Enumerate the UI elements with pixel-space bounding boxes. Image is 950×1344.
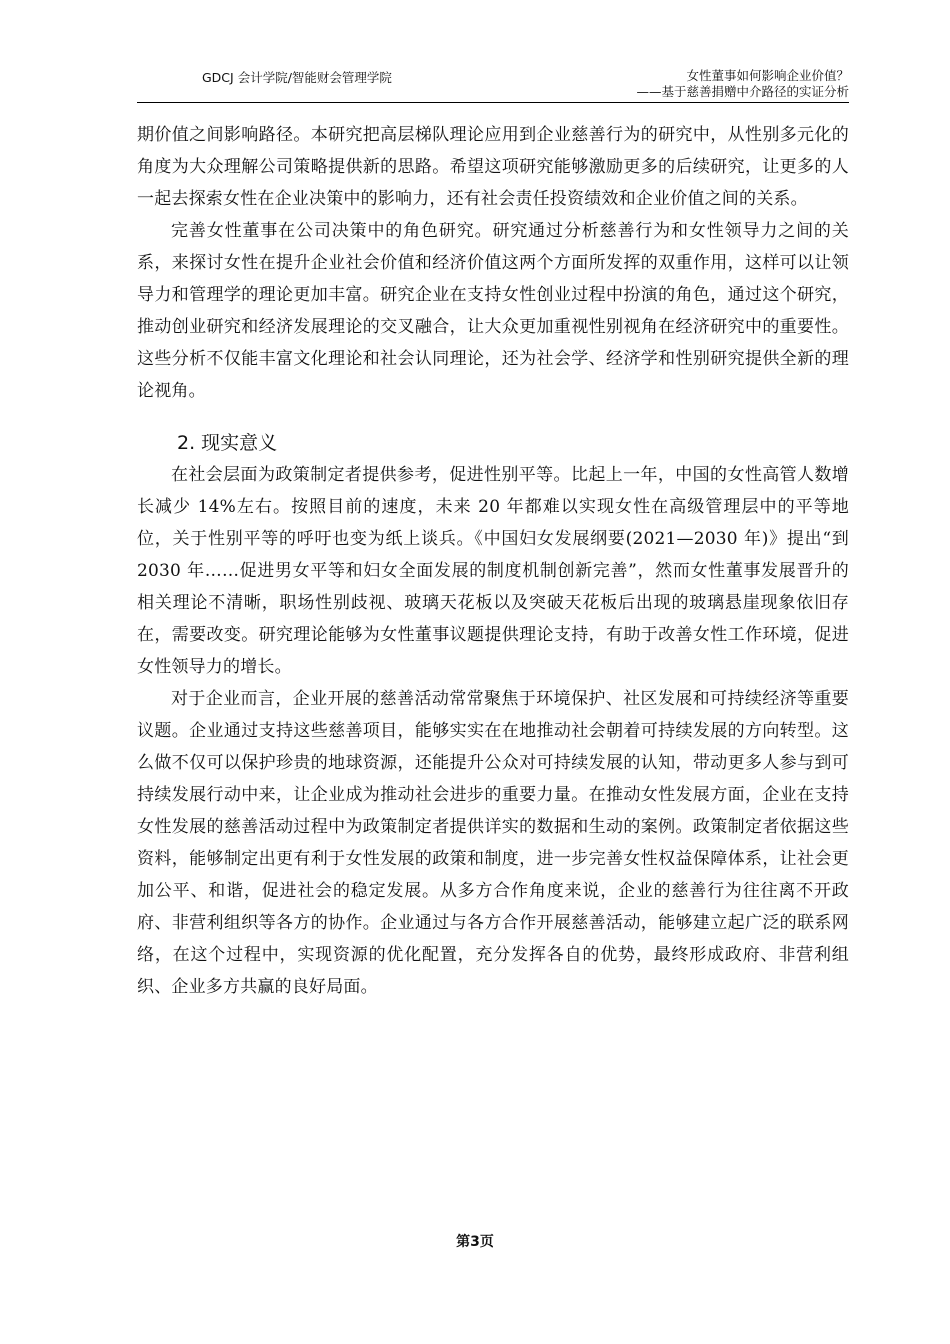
paragraph: 在社会层面为政策制定者提供参考，促进性别平等。比起上一年，中国的女性高管人数增长减少 14%左右。按照目前的速度，未来 20 年都难以实现女性在高级管理层中的平等地位，关于性别平等的呼吁也变为纸上谈兵。《中国妇女发展纲要(2021—2030 年)》提出“到 2030 年……促进男女平等和妇女全面发展的制度机制创新完善”，然而女性董事发展晋升的相关理论不清晰，职场性别歧视、玻璃天花板以及突破天花板后出现的玻璃悬崖现象依旧存在，需要改变。研究理论能够为女性董事议题提供理论支持，有助于改善女性工作环境，促进女性领导力的增长。 bbox=[137, 465, 849, 677]
header-title-line1: 女性董事如何影响企业价值？ bbox=[686, 68, 849, 83]
page-number: 第3页 bbox=[456, 1234, 494, 1250]
paragraph: 对于企业而言，企业开展的慈善活动常常聚焦于环境保护、社区发展和可持续经济等重要议题。企业通过支持这些慈善项目，能够实实在在地推动社会朝着可持续发展的方向转型。这么做不仅可以保护珍贵的地球资源，还能提升公众对可持续发展的认知，带动更多人参与到可持续发展行动中来，让企业成为推动社会进步的重要力量。在推动女性发展方面，企业在支持女性发展的慈善活动过程中为政策制定者提供详实的数据和生动的案例。政策制定者依据这些资料，能够制定出更有利于女性发展的政策和制度，进一步完善女性权益保障体系，让社会更加公平、和谐，促进社会的稳定发展。从多方合作角度来说，企业的慈善行为往往离不开政府、非营利组织等各方的协作。企业通过与各方合作开展慈善活动，能够建立起广泛的联系网络，在这个过程中，实现资源的优化配置，充分发挥各自的优势，最终形成政府、非营利组织、企业多方共赢的良好局面。 bbox=[137, 689, 849, 997]
paragraph: 完善女性董事在公司决策中的角色研究。研究通过分析慈善行为和女性领导力之间的关系，来探讨女性在提升企业社会价值和经济价值这两个方面所发挥的双重作用，这样可以让领导力和管理学的理论更加丰富。研究企业在支持女性创业过程中扮演的角色，通过这个研究，推动创业研究和经济发展理论的交叉融合，让大众更加重视性别视角在经济研究中的重要性。这些分析不仅能丰富文化理论和社会认同理论，还为社会学、经济学和性别研究提供全新的理论视角。 bbox=[137, 221, 849, 401]
header-institution: GDCJ 会计学院/智能财会管理学院 bbox=[202, 70, 392, 85]
section-spacer bbox=[137, 407, 849, 427]
section-heading: 2. 现实意义 bbox=[177, 432, 278, 454]
page-body bbox=[137, 119, 849, 1003]
header-title-line2: ——基于慈善捐赠中介路径的实证分析 bbox=[636, 84, 849, 99]
page-header bbox=[137, 64, 849, 103]
paragraph-continued: 期价值之间影响路径。本研究把高层梯队理论应用到企业慈善行为的研究中，从性别多元化的角度为大众理解公司策略提供新的思路。希望这项研究能够激励更多的后续研究，让更多的人一起去探索女性在企业决策中的影响力，还有社会责任投资绩效和企业价值之间的关系。 bbox=[137, 125, 849, 209]
header-paper-title bbox=[636, 68, 849, 100]
